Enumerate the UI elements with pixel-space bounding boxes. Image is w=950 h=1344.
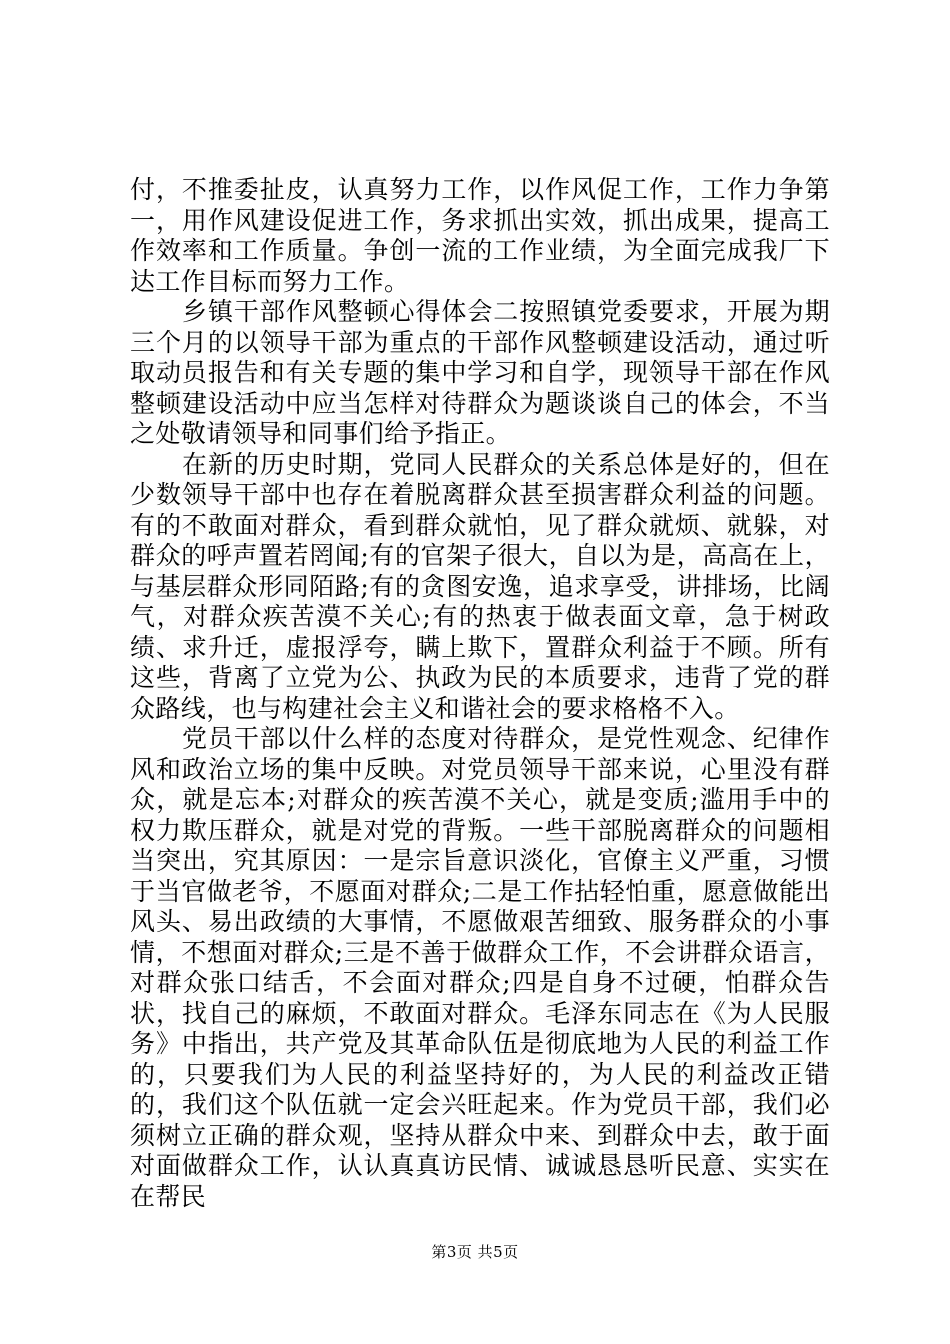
- page-number-footer: 第3页 共5页: [431, 1243, 519, 1261]
- document-body: [130, 175, 830, 1212]
- paragraph-4: 党员干部以什么样的态度对待群众，是党性观念、纪律作风和政治立场的集中反映。对党员领导干部来说，心里没有群众，就是忘本;对群众的疾苦漠不关心，就是变质;滥用手中的权力欺压群众，就是对党的背叛。一些干部脱离群众的问题相当突出，究其原因：一是宗旨意识淡化，官僚主义严重，习惯于当官做老爷，不愿面对群众;二是工作拈轻怕重，愿意做能出风头、易出政绩的大事情，不愿做艰苦细致、服务群众的小事情，不想面对群众;三是不善于做群众工作，不会讲群众语言，对群众张口结舌，不会面对群众;四是自身不过硬，怕群众告状，找自己的麻烦，不敢面对群众。毛泽东同志在《为人民服务》中指出，共产党及其革命队伍是彻底地为人民的利益工作的，只要我们为人民的利益坚持好的，为人民的利益改正错的，我们这个队伍就一定会兴旺起来。作为党员干部，我们必须树立正确的群众观，坚持从群众中来、到群众中去，敢于面对面做群众工作，认认真真访民情、诚诚恳恳听民意、实实在在帮民: [130, 724, 830, 1211]
- paragraph-2: 乡镇干部作风整顿心得体会二按照镇党委要求，开展为期三个月的以领导干部为重点的干部作风整顿建设活动，通过听取动员报告和有关专题的集中学习和自学，现领导干部在作风整顿建设活动中应当怎样对待群众为题谈谈自己的体会，不当之处敬请领导和同事们给予指正。: [130, 297, 830, 448]
- paragraph-3: 在新的历史时期，党同人民群众的关系总体是好的，但在少数领导干部中也存在着脱离群众甚至损害群众利益的问题。有的不敢面对群众，看到群众就怕，见了群众就烦、就躲，对群众的呼声置若罔闻;有的官架子很大，自以为是，高高在上，与基层群众形同陌路;有的贪图安逸，追求享受，讲排场，比阔气，对群众疾苦漠不关心;有的热衷于做表面文章，急于树政绩、求升迁，虚报浮夸，瞒上欺下，置群众利益于不顾。所有这些，背离了立党为公、执政为民的本质要求，违背了党的群众路线，也与构建社会主义和谐社会的要求格格不入。: [130, 449, 830, 723]
- paragraph-1: 付，不推委扯皮，认真努力工作，以作风促工作，工作力争第一，用作风建设促进工作，务求抓出实效，抓出成果，提高工作效率和工作质量。争创一流的工作业绩，为全面完成我厂下达工作目标而努力工作。: [130, 175, 830, 296]
